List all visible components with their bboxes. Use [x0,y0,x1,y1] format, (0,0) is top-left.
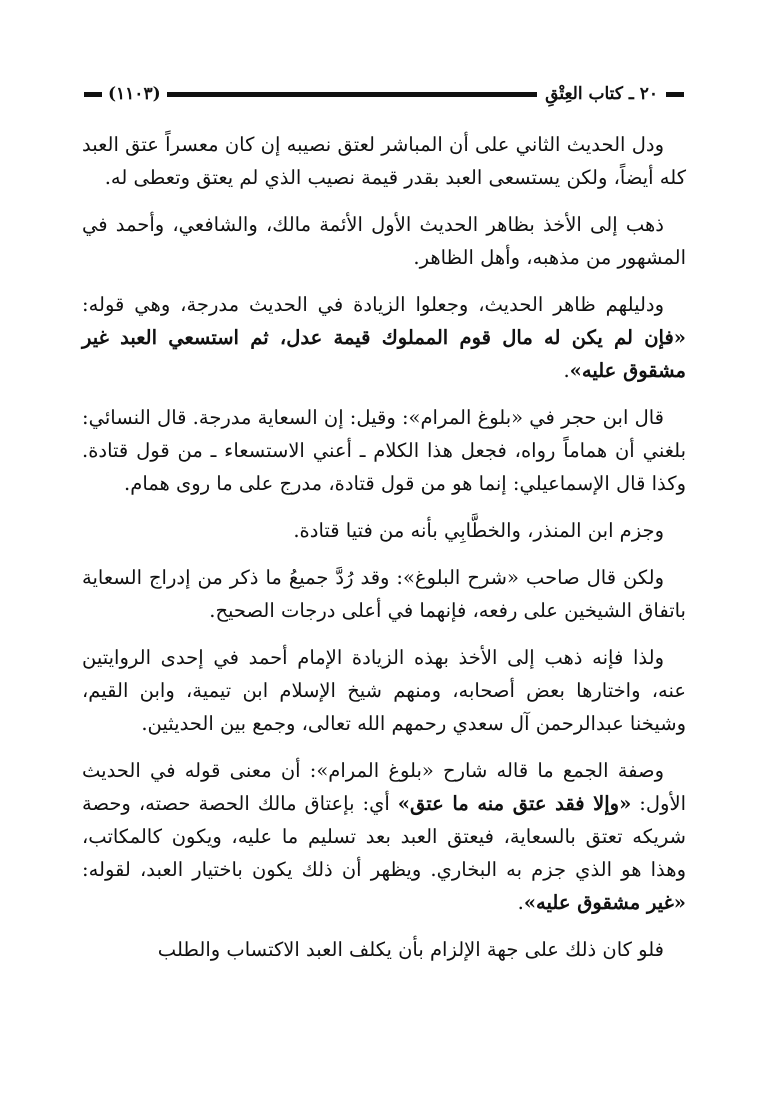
text-run: ولذا فإنه ذهب إلى الأخذ بهذه الزيادة الإمام أحمد في إحدى الروايتين عنه، واختارها بعض أصحابه، ومنهم شيخ الإسلام ابن تيمية، وابن القيم، وشيخنا عبدالرحمن آل سعدي رحمهم الله تعالى، وجمع بين الحديثين. [82,646,686,735]
paragraph [82,208,686,274]
paragraph [82,288,686,387]
hadith-quote: «غير مشقوق عليه» [523,891,686,914]
text-run: أي: بإعتاق مالك الحصة حصته، وحصة شريكه تعتق بالسعاية، فيعتق العبد بعد تسليم ما عليه، ويكون كالمكاتب، وهذا هو الذي جزم به البخاري. ويظهر أن ذلك يكون باختيار العبد، لقوله: [82,792,686,881]
hadith-quote: «وإلا فقد عتق منه ما عتق» [397,792,632,815]
header-rule [167,92,538,97]
text-run: قال ابن حجر في «بلوغ المرام»: وقيل: إن السعاية مدرجة. قال النسائي: بلغني أن هماماً رواه، فجعل هذا الكلام ـ أعني الاستسعاء ـ من قول قتادة. وكذا قال الإسماعيلي: إنما هو من قول قتادة، مدرج على ما روى همام. [82,406,686,495]
header-mark-left [84,92,102,97]
text-run: فلو كان ذلك على جهة الإلزام بأن يكلف العبد الاكتساب والطلب [157,938,664,961]
text-run: . [517,891,524,914]
text-run: ودل الحديث الثاني على أن المباشر لعتق نصيبه إن كان معسراً عتق العبد كله أيضاً، ولكن يستسعى العبد بقدر قيمة نصيب الذي لم يعتق وتعطى له. [82,133,686,189]
text-run: ولكن قال صاحب «شرح البلوغ»: وقد رُدَّ جميعُ ما ذكر من إدراج السعاية باتفاق الشيخين على رفعه، فإنهما في أعلى درجات الصحيح. [82,566,686,622]
text-run: ودليلهم ظاهر الحديث، وجعلوا الزيادة في الحديث مدرجة، وهي قوله: [82,293,664,316]
text-run: وجزم ابن المنذر، والخطَّابِي بأنه من فتيا قتادة. [293,519,664,542]
paragraph [82,754,686,919]
chapter-title: ٢٠ ـ كتاب العِتْقِ [545,84,658,104]
text-run: ذهب إلى الأخذ بظاهر الحديث الأول الأئمة مالك، والشافعي، وأحمد في المشهور من مذهبه، وأهل الظاهر. [82,213,686,269]
paragraph [82,128,686,194]
paragraph [82,401,686,500]
page-number: (١١٠٣) [108,84,161,104]
text-run: وصفة الجمع ما قاله شارح «بلوغ المرام»: أن معنى قوله في الحديث الأول: [82,759,686,815]
text-run: . [563,359,570,382]
paragraph [82,933,686,966]
paragraph [82,514,686,547]
header-mark-right [666,92,684,97]
page-body [82,128,686,966]
paragraph [82,561,686,627]
page-header [84,82,684,106]
hadith-quote: «فإن لم يكن له مال قوم المملوك قيمة عدل، ثم استسعي العبد غير مشقوق عليه» [82,326,686,382]
paragraph [82,641,686,740]
